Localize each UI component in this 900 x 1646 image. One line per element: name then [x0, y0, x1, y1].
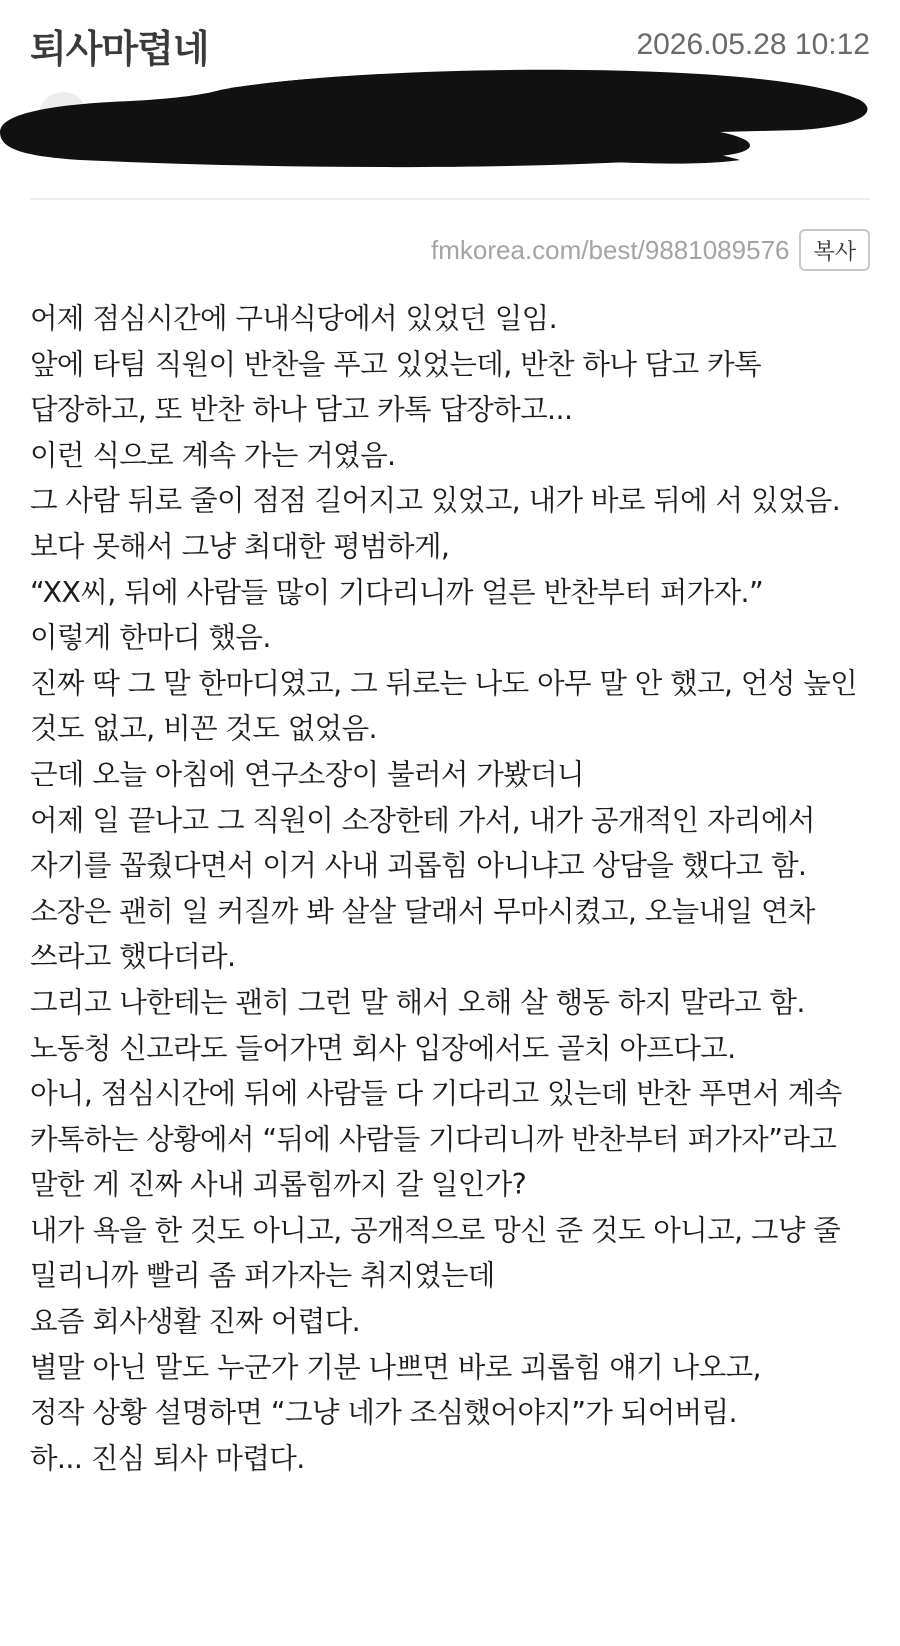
post-body [30, 296, 878, 1481]
body-line: 이렇게 한마디 했음. [30, 621, 271, 655]
body-line: 앞에 타팀 직원이 반찬을 푸고 있었는데, 반찬 하나 담고 카톡 답장하고, 또 반찬 하나 담고 카톡 답장하고... [30, 347, 761, 427]
body-line: 하... 진심 퇴사 마렵다. [30, 1441, 305, 1475]
body-line: 아니, 점심시간에 뒤에 사람들 다 기다리고 있는데 반찬 푸면서 계속 카톡하는 상황에서 “뒤에 사람들 기다리니까 반찬부터 퍼가자”라고 말한 게 진짜 사내 괴롭힘까지 갈 일인가? [30, 1077, 842, 1202]
body-line: 진짜 딱 그 말 한마디였고, 그 뒤로는 나도 아무 말 안 했고, 언성 높인 것도 없고, 비꼰 것도 없었음. [30, 666, 858, 746]
body-line: 보다 못해서 그냥 최대한 평범하게, [30, 529, 450, 563]
header-divider [30, 198, 870, 200]
redaction-scribble [0, 60, 900, 180]
post-title: 퇴사마렵네 [30, 27, 209, 71]
body-line: 별말 아닌 말도 누군가 기분 나쁘면 바로 괴롭힘 얘기 나오고, [30, 1350, 761, 1384]
body-line: 근데 오늘 아침에 연구소장이 불러서 가봤더니 [30, 757, 584, 791]
body-line: “XX씨, 뒤에 사람들 많이 기다리니까 얼른 반찬부터 퍼가자.” [30, 575, 764, 609]
body-line: 어제 점심시간에 구내식당에서 있었던 일임. [30, 302, 558, 335]
body-line: 내가 욕을 한 것도 아니고, 공개적으로 망신 준 것도 아니고, 그냥 줄 밀리니까 빨리 좀 퍼가자는 취지였는데 [30, 1213, 841, 1293]
redaction-mark-main [0, 70, 868, 167]
body-line: 정작 상황 설명하면 “그냥 네가 조심했어야지”가 되어버림. [30, 1396, 737, 1430]
body-line: 소장은 괜히 일 커질까 봐 살살 달래서 무마시켰고, 오늘내일 연차 쓰라고 했다더라. [30, 894, 815, 974]
body-line: 노동청 신고라도 들어가면 회사 입장에서도 골치 아프다고. [30, 1031, 736, 1065]
source-row [431, 227, 870, 273]
copy-button[interactable]: 복사 [799, 229, 870, 271]
body-line: 그 사람 뒤로 줄이 점점 길어지고 있었고, 내가 바로 뒤에 서 있었음. [30, 484, 841, 518]
body-line: 그리고 나한테는 괜히 그런 말 해서 오해 살 행동 하지 말라고 함. [30, 985, 805, 1019]
body-line: 어제 일 끝나고 그 직원이 소장한테 가서, 내가 공개적인 자리에서 자기를 꼽줬다면서 이거 사내 괴롭힘 아니냐고 상담을 했다고 함. [30, 803, 815, 883]
body-line: 이런 식으로 계속 가는 거였음. [30, 438, 396, 472]
source-url[interactable]: fmkorea.com/best/9881089576 [431, 234, 790, 265]
post-header [0, 0, 900, 200]
body-line: 요즘 회사생활 진짜 어렵다. [30, 1305, 361, 1339]
post-date: 2026.05.28 10:12 [636, 28, 870, 61]
